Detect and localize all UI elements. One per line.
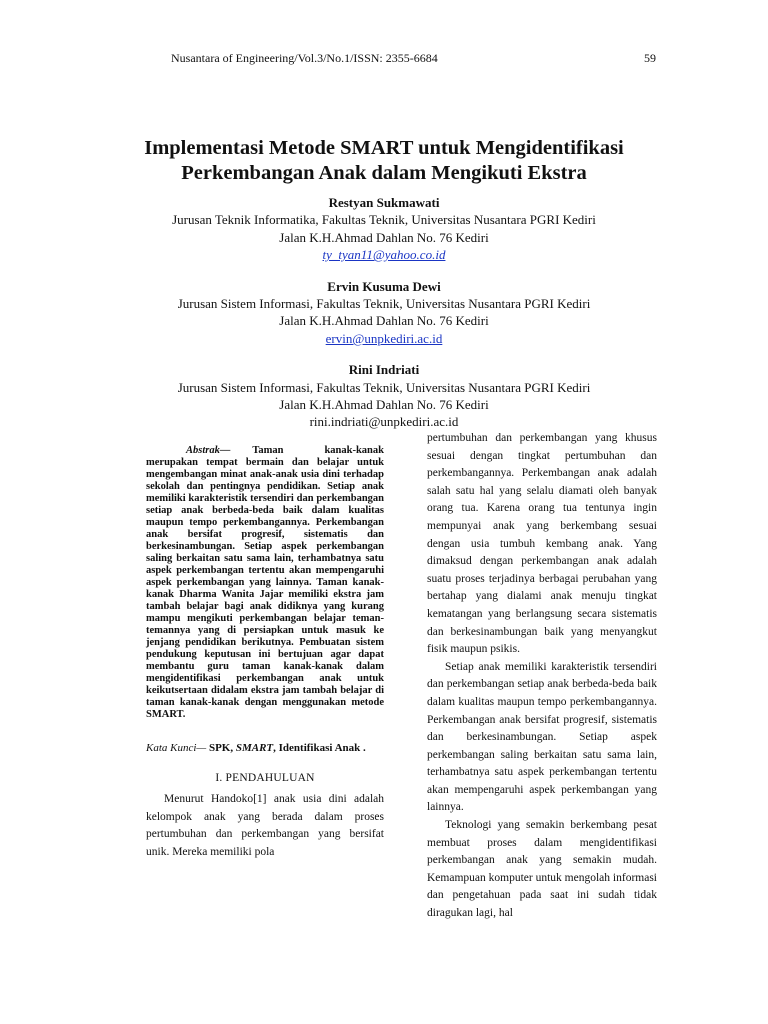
author-3 [80,361,688,431]
left-column [146,445,384,861]
author-2 [80,278,688,348]
author-affiliation: Jurusan Sistem Informasi, Fakultas Teknik, Universitas Nusantara PGRI Kediri [177,379,591,395]
author-email-link[interactable]: ty_tyan11@yahoo.co.id [322,247,446,263]
author-name: Rini Indriati [348,362,420,378]
section-heading: I. PENDAHULUAN [215,772,315,784]
abstract [146,445,384,721]
paragraph-technology: Teknologi yang semakin berkembang pesat membuat proses dalam mengidentifikasi perkembangan anak yang semakin mudah. Kemampuan komputer untuk mengolah informasi dan pengetahuan pada saat ini sudah tidak diragukan lagi, hal [427,819,657,920]
paragraph-continued: pertumbuhan dan perkembangan yang khusus sesuai dengan tingkat pertumbuhan dan perkembangannya. Perkembangan anak adalah salah satu hal yang selalu diamati oleh banyak orang tua. Karena orang tua tentunya ingin mempunyai anak yang berkembang sesuai dengan usia tumbuh kembang anak. Yang dimaksud dengan perkembangan anak adalah suatu proses terjadinya berbagai perubahan yang bertahap yang dialami anak menuju tingkat kematangan yang berlangsung secara sistematis dan berkesinambungan baik yang menyangkut fisik maupun psikis. [427,432,657,656]
author-affiliation: Jurusan Sistem Informasi, Fakultas Teknik, Universitas Nusantara PGRI Kediri [177,296,591,312]
paragraph-characteristics: Setiap anak memiliki karakteristik tersendiri dan perkembangan setiap anak berbeda-beda baik dalam kualitas maupun tempo perkembangannya. Perkembangan anak bersifat progresif, sistematis dan berkesinambungan. Setiap aspek perkembangan saling berkaitan satu sama lain, terhambatnya satu aspek perkembangan tertentu akan mempengaruhi aspek perkembangan yang lainnya. [427,660,657,814]
keywords-label: Kata Kunci— [146,742,207,754]
author-affiliation: Jurusan Teknik Informatika, Fakultas Teknik, Universitas Nusantara PGRI Kediri [172,212,596,228]
author-address: Jalan K.H.Ahmad Dahlan No. 76 Kediri [279,313,489,329]
author-email: rini.indriati@unpkediri.ac.id [309,414,459,430]
keyword-identifikasi: , Identifikasi Anak . [273,742,366,754]
paper-title: Implementasi Metode SMART untuk Mengidentifikasi Perkembangan Anak dalam Mengikuti Ekstra [144,137,624,184]
author-address: Jalan K.H.Ahmad Dahlan No. 76 Kediri [279,397,489,413]
author-name: Ervin Kusuma Dewi [327,278,441,294]
abstract-label: Abstrak— [186,445,231,456]
keyword-smart: SMART [235,742,274,754]
author-1 [80,194,688,264]
abstract-text: Taman kanak-kanak merupakan tempat bermain dan belajar untuk mengembangan minat anak-anak usia dini terhadap sekolah dan pentingnya pendidikan. Setiap anak memiliki karakteristik tersendiri dan perkembangan setiap anak berbeda-beda baik dalam kualitas maupun tempo perkembangannya. Perkembangan anak bersifat progresif, sistematis dan berkesinambungan. Setiap aspek perkembangan saling berkaitan satu sama lain, terhambatnya satu aspek perkembangan tertentu akan mempengaruhi aspek perkembangan yang lainnya. Taman kanak-kanak Dharma Wanita Jajar memiliki ekstra jam tambah belajar bagi anak didiknya yang kurang mampu mengikuti perkembangan belajar teman-temannya yang di persiapkan untuk masuk ke jenjang pendidikan berikutnya. Pembuatan sistem pendukung keputusan ini bertujuan agar dapat membantu guru taman kanak-kanak dalam mengidentifikasi perkembangan anak untuk keikutsertaan didalam ekstra jam tambah belajar di taman kanak-kanak dengan menggunakan metode SMART. [146,445,384,720]
paragraph-intro: Menurut Handoko[1] anak usia dini adalah kelompok anak yang berada dalam proses pertumbuhan dan perkembangan yang bersifat unik. Mereka memiliki pola [146,793,384,858]
author-block [80,194,688,445]
running-header [171,51,656,66]
right-column [427,430,657,923]
keywords [146,742,384,755]
author-address: Jalan K.H.Ahmad Dahlan No. 76 Kediri [279,229,489,245]
journal-citation: Nusantara of Engineering/Vol.3/No.1/ISSN: 2355-6684 [171,51,438,65]
author-email-link[interactable]: ervin@unpkediri.ac.id [325,330,443,346]
keyword-spk: SPK, [208,742,234,754]
author-name: Restyan Sukmawati [328,195,440,210]
page-number: 59 [644,51,656,65]
